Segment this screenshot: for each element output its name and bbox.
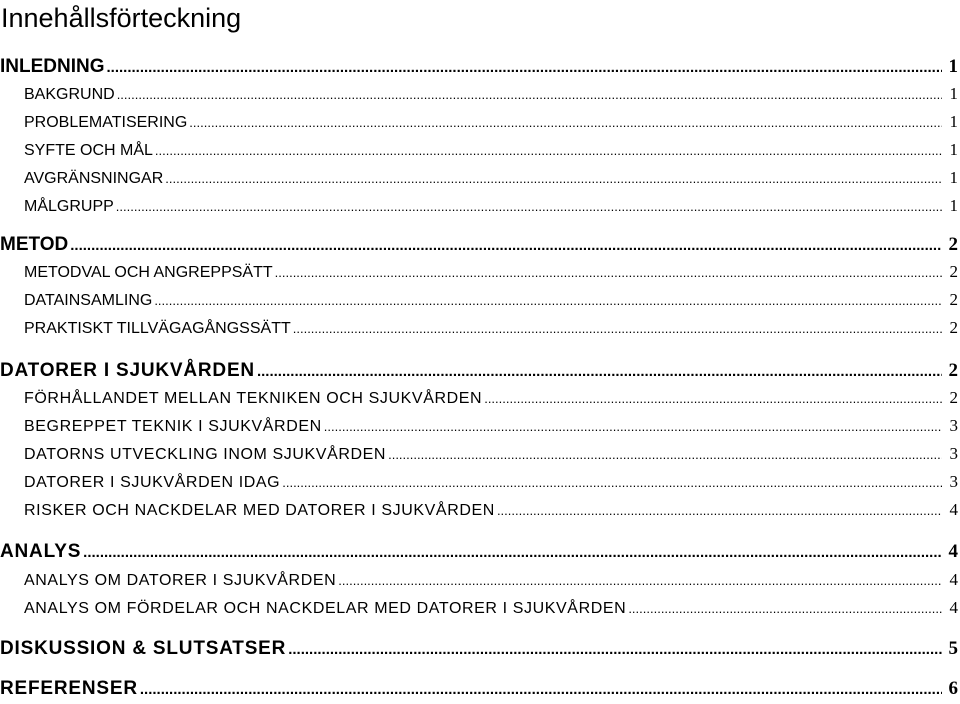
toc-entry-analys-om-fordelar[interactable] xyxy=(0,598,960,624)
toc-entry-syfte-och-mal[interactable] xyxy=(0,140,960,166)
toc-entry-avgransningar[interactable] xyxy=(0,168,960,194)
toc-leader-dots xyxy=(117,87,942,102)
toc-entry-datorns-utveckling[interactable] xyxy=(0,444,960,470)
toc-entry-analys[interactable] xyxy=(0,541,960,567)
toc-leader-dots xyxy=(288,641,942,658)
toc-entry-label: DISKUSSION & SLUTSATSER xyxy=(0,638,287,659)
toc-leader-dots xyxy=(338,573,942,588)
toc-page-number: 1 xyxy=(948,56,958,77)
toc-leader-dots xyxy=(628,601,942,616)
toc-leader-dots xyxy=(282,475,942,490)
toc-page-number: 2 xyxy=(948,360,958,381)
toc-page-number: 1 xyxy=(949,112,958,131)
toc-entry-metod[interactable] xyxy=(0,234,960,260)
toc-entry-label: RISKER OCH NACKDELAR MED DATORER I SJUKVÅRDEN xyxy=(24,502,495,519)
toc-leader-dots xyxy=(257,363,942,380)
toc-entry-praktiskt-tillvagagangssatt[interactable] xyxy=(0,318,960,344)
toc-page-number: 2 xyxy=(949,262,958,281)
toc-entry-metodval[interactable] xyxy=(0,262,960,288)
toc-entry-label: BAKGRUND xyxy=(24,86,115,103)
toc-page-number: 2 xyxy=(948,234,958,255)
toc-leader-dots xyxy=(83,544,942,561)
toc-entry-label: METOD xyxy=(0,234,69,255)
toc-page-number: 4 xyxy=(949,500,958,519)
toc-page-number: 4 xyxy=(949,598,958,617)
toc-page-number: 1 xyxy=(949,168,958,187)
toc-leader-dots xyxy=(484,391,942,406)
toc-entry-label: ANALYS xyxy=(0,541,82,562)
toc-page-number: 1 xyxy=(949,84,958,103)
toc-entry-label: DATAINSAMLING xyxy=(24,292,153,309)
toc-leader-dots xyxy=(275,265,942,280)
toc-page-number: 2 xyxy=(949,318,958,337)
toc-leader-dots xyxy=(116,199,942,214)
toc-page-number: 6 xyxy=(948,678,958,699)
toc-leader-dots xyxy=(154,293,942,308)
toc-entry-label: ANALYS OM FÖRDELAR OCH NACKDELAR MED DATORER I SJUKVÅRDEN xyxy=(24,600,627,617)
toc-entry-problematisering[interactable] xyxy=(0,112,960,138)
toc-leader-dots xyxy=(165,171,942,186)
toc-entry-label: DATORER I SJUKVÅRDEN IDAG xyxy=(24,474,281,491)
page-title: Innehållsförteckning xyxy=(1,3,242,33)
toc-page-number: 2 xyxy=(949,290,958,309)
toc-page-number: 3 xyxy=(949,416,958,435)
toc-entry-label: AVGRÄNSNINGAR xyxy=(24,170,164,187)
toc-entry-diskussion[interactable] xyxy=(0,638,960,664)
toc-entry-begreppet-teknik[interactable] xyxy=(0,416,960,442)
toc-entry-label: DATORNS UTVECKLING INOM SJUKVÅRDEN xyxy=(24,446,387,463)
toc-leader-dots xyxy=(189,115,942,130)
toc-page-number: 1 xyxy=(949,140,958,159)
toc-entry-label: INLEDNING xyxy=(0,56,105,77)
toc-entry-datainsamling[interactable] xyxy=(0,290,960,316)
toc-entry-datorer-i-sjukvarden[interactable] xyxy=(0,360,960,386)
toc-entry-datorer-idag[interactable] xyxy=(0,472,960,498)
toc-page-number: 3 xyxy=(949,472,958,491)
toc-entry-label: PRAKTISKT TILLVÄGAGÅNGSSÄTT xyxy=(24,320,291,337)
toc-entry-label: ANALYS OM DATORER I SJUKVÅRDEN xyxy=(24,572,337,589)
toc-entry-referenser[interactable] xyxy=(0,678,960,704)
toc-page-number: 5 xyxy=(948,638,958,659)
toc-entry-risker-och-nackdelar[interactable] xyxy=(0,500,960,526)
toc-page-number: 3 xyxy=(949,444,958,463)
toc-entry-label: FÖRHÅLLANDET MELLAN TEKNIKEN OCH SJUKVÅRDEN xyxy=(24,390,483,407)
toc-leader-dots xyxy=(388,447,942,462)
toc-leader-dots xyxy=(324,419,942,434)
toc-entry-malgrupp[interactable] xyxy=(0,196,960,222)
toc-entry-forhallandet[interactable] xyxy=(0,388,960,414)
toc-entry-inledning[interactable] xyxy=(0,56,960,82)
toc-leader-dots xyxy=(70,237,942,254)
toc-page-number: 4 xyxy=(948,541,958,562)
toc-leader-dots xyxy=(107,59,943,76)
toc-entry-label: REFERENSER xyxy=(0,678,138,699)
toc-leader-dots xyxy=(155,143,942,158)
toc-leader-dots xyxy=(497,503,942,518)
toc-entry-label: MÅLGRUPP xyxy=(24,198,114,215)
toc-entry-label: DATORER I SJUKVÅRDEN xyxy=(0,360,255,381)
toc-page-number: 2 xyxy=(949,388,958,407)
toc-entry-label: METODVAL OCH ANGREPPSÄTT xyxy=(24,264,273,281)
toc-leader-dots xyxy=(293,321,942,336)
toc-entry-label: SYFTE OCH MÅL xyxy=(24,142,153,159)
toc-entry-label: BEGREPPET TEKNIK I SJUKVÅRDEN xyxy=(24,418,322,435)
toc-entry-label: PROBLEMATISERING xyxy=(24,114,188,131)
toc-entry-analys-om-datorer[interactable] xyxy=(0,570,960,596)
toc-leader-dots xyxy=(140,681,942,698)
toc-entry-bakgrund[interactable] xyxy=(0,84,960,110)
toc-page-number: 4 xyxy=(949,570,958,589)
toc-page-number: 1 xyxy=(949,196,958,215)
